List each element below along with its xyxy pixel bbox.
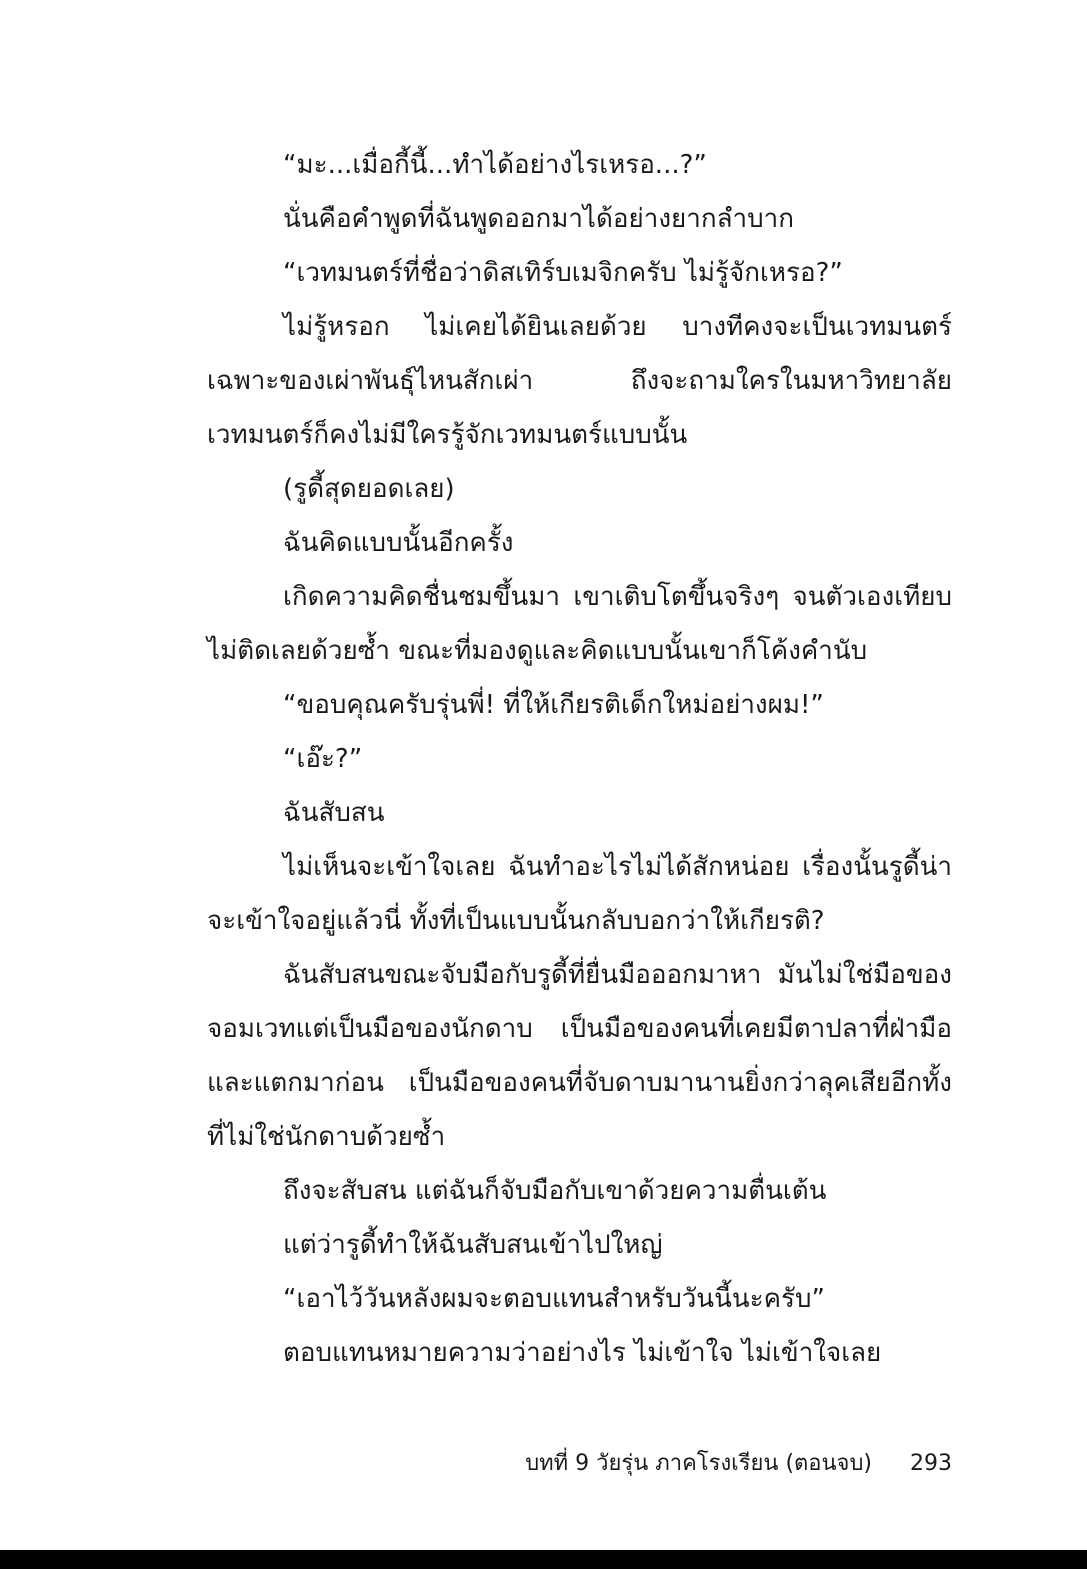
paragraph: ไม่รู้หรอก ไม่เคยได้ยินเลยด้วย บางทีคงจะเป็นเวทมนตร์เฉพาะของเผ่าพันธุ์ไหนสักเผ่า ถึงจะถามใครในมหาวิทยาลัยเวทมนตร์ก็คงไม่มีใครรู้จักเวทมนตร์แบบนั้น [207, 312, 952, 450]
paragraph: “เวทมนตร์ที่ชื่อว่าดิสเทิร์บเมจิกครับ ไม่รู้จักเหรอ?” [283, 258, 843, 288]
paragraph: ตอบแทนหมายความว่าอย่างไร ไม่เข้าใจ ไม่เข้าใจเลย [283, 1338, 882, 1368]
paragraph: ถึงจะสับสน แต่ฉันก็จับมือกับเขาด้วยความตื่นเต้น [283, 1176, 827, 1206]
chapter-title: บทที่ 9 วัยรุ่น ภาคโรงเรียน (ตอนจบ) [525, 1451, 872, 1476]
paragraph: ฉันสับสน [283, 798, 385, 828]
page-number: 293 [910, 1451, 952, 1476]
paragraph: (รูดี้สุดยอดเลย) [283, 474, 455, 504]
paragraph: “ขอบคุณครับรุ่นพี่! ที่ให้เกียรติเด็กใหม่อย่างผม!” [283, 690, 824, 720]
body-text [207, 138, 952, 1380]
paragraph: “เอ๊ะ?” [283, 744, 363, 774]
paragraph: เกิดความคิดชื่นชมขึ้นมา เขาเติบโตขึ้นจริงๆ จนตัวเองเทียบไม่ติดเลยด้วยซ้ำ ขณะที่มองดูและคิดแบบนั้นเขาก็โค้งคำนับ [207, 582, 952, 666]
paragraph: ฉันคิดแบบนั้นอีกครั้ง [283, 528, 514, 558]
paragraph: ไม่เห็นจะเข้าใจเลย ฉันทำอะไรไม่ได้สักหน่อย เรื่องนั้นรูดี้น่าจะเข้าใจอยู่แล้วนี่ ทั้งที่เป็นแบบนั้นกลับบอกว่าให้เกียรติ? [207, 852, 952, 936]
page-footer [207, 1444, 952, 1484]
paragraph: “มะ...เมื่อกี้นี้...ทำได้อย่างไรเหรอ...?” [283, 150, 707, 180]
paragraph: แต่ว่ารูดี้ทำให้ฉันสับสนเข้าไปใหญ่ [283, 1230, 663, 1260]
paragraph: นั่นคือคำพูดที่ฉันพูดออกมาได้อย่างยากลำบาก [283, 204, 794, 234]
paragraph: “เอาไว้วันหลังผมจะตอบแทนสำหรับวันนี้นะครับ” [283, 1284, 825, 1314]
paragraph: ฉันสับสนขณะจับมือกับรูดี้ที่ยื่นมือออกมาหา มันไม่ใช่มือของจอมเวทแต่เป็นมือของนักดาบ เป็นมือของคนที่เคยมีตาปลาที่ฝ่ามือและแตกมาก่อน เป็นมือของคนที่จับดาบมานานยิ่งกว่าลุคเสียอีกทั้งที่ไม่ใช่นักดาบด้วยซ้ำ [207, 960, 952, 1152]
bottom-bar [0, 1550, 1087, 1569]
